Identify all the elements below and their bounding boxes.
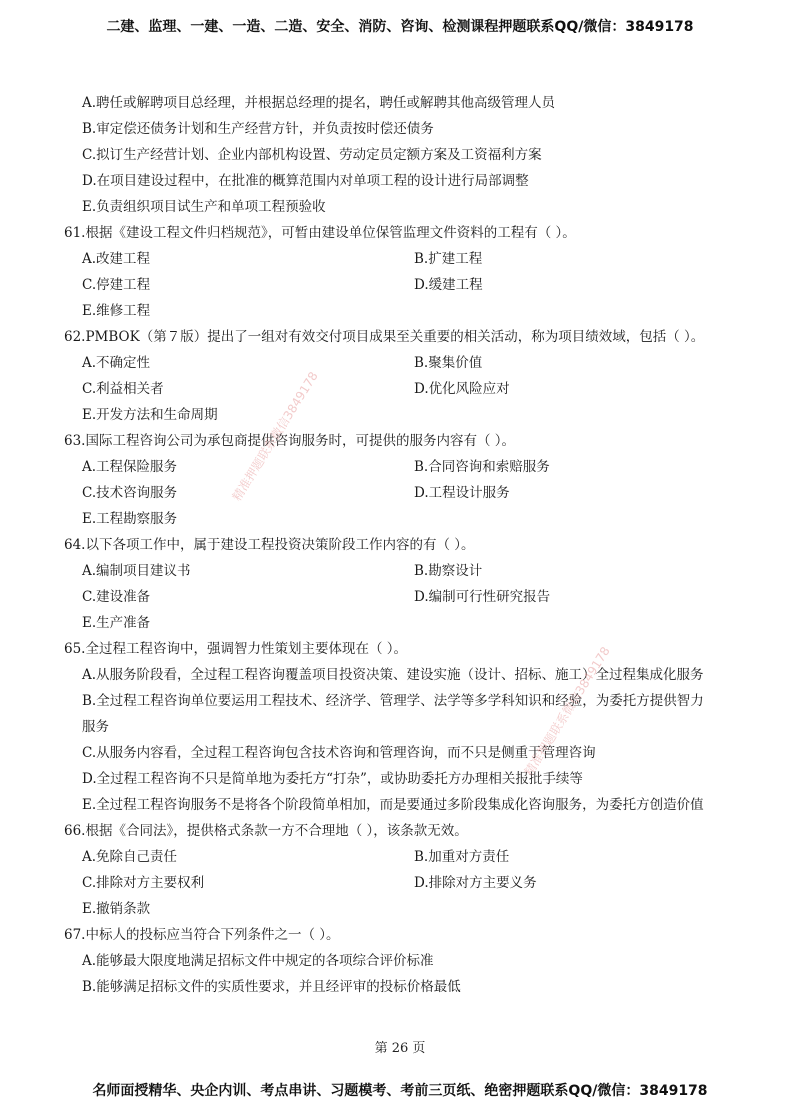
q63-option-c: C.技术咨询服务 xyxy=(82,485,178,501)
q64-option-c: C.建设准备 xyxy=(82,589,151,605)
q63-option-b: B.合同咨询和索赔服务 xyxy=(414,459,550,475)
question-65-stem: 65.全过程工程咨询中，强调智力性策划主要体现在（ ）。 xyxy=(64,641,408,657)
q61-option-a: A.改建工程 xyxy=(82,251,151,267)
page-number: 第 26 页 xyxy=(374,1041,426,1056)
question-62-stem: 62.PMBOK（第７版）提出了一组对有效交付项目成果至关重要的相关活动，称为项目绩效域，包括（ ）。 xyxy=(64,329,705,345)
q61-option-e: E.维修工程 xyxy=(82,303,151,319)
prev-option-a: A.聘任或解聘项目总经理，并根据总经理的提名，聘任或解聘其他高级管理人员 xyxy=(82,95,556,111)
q61-option-b: B.扩建工程 xyxy=(414,251,483,267)
question-66-stem: 66.根据《合同法》，提供格式条款一方不合理地（ ），该条款无效。 xyxy=(64,823,468,839)
q65-option-b: B.全过程工程咨询单位要运用工程技术、经济学、管理学、法学等多学科知识和经验，为委托方提供智力 xyxy=(82,693,704,709)
q66-option-e: E.撤销条款 xyxy=(82,901,151,917)
q63-option-d: D.工程设计服务 xyxy=(414,485,510,501)
q61-option-d: D.缓建工程 xyxy=(414,277,483,293)
q65-option-c: C.从服务内容看，全过程工程咨询包含技术咨询和管理咨询，而不只是侧重于管理咨询 xyxy=(82,745,596,761)
prev-option-c: C.拟订生产经营计划、企业内部机构设置、劳动定员定额方案及工资福利方案 xyxy=(82,147,542,163)
q62-option-a: A.不确定性 xyxy=(82,355,151,371)
question-61-stem: 61.根据《建设工程文件归档规范》，可暂由建设单位保管监理文件资料的工程有（ ）。 xyxy=(64,225,576,241)
q64-option-b: B.勘察设计 xyxy=(414,563,483,579)
q67-option-b: B.能够满足招标文件的实质性要求，并且经评审的投标价格最低 xyxy=(82,979,461,995)
prev-option-d: D.在项目建设过程中，在批准的概算范围内对单项工程的设计进行局部调整 xyxy=(82,173,529,189)
q65-option-d: D.全过程工程咨询不只是简单地为委托方“打杂”，或协助委托方办理相关报批手续等 xyxy=(82,771,583,787)
watermark-2: 精准押题联系微信3849178 xyxy=(521,644,613,779)
q66-option-c: C.排除对方主要权利 xyxy=(82,875,205,891)
q63-option-e: E.工程勘察服务 xyxy=(82,511,178,527)
q66-option-b: B.加重对方责任 xyxy=(414,849,510,865)
prev-option-b: B.审定偿还债务计划和生产经营方针，并负责按时偿还债务 xyxy=(82,121,434,137)
q62-option-e: E.开发方法和生命周期 xyxy=(82,407,218,423)
q65-option-a: A.从服务阶段看，全过程工程咨询覆盖项目投资决策、建设实施（设计、招标、施工）全过程集成化服务 xyxy=(82,667,704,683)
q67-option-a: A.能够最大限度地满足招标文件中规定的各项综合评价标准 xyxy=(82,953,434,969)
q65-option-e: E.全过程工程咨询服务不是将各个阶段简单相加，而是要通过多阶段集成化咨询服务，为委托方创造价值 xyxy=(82,797,704,813)
q62-option-d: D.优化风险应对 xyxy=(414,381,510,397)
q65-option-b-continued: 服务 xyxy=(82,719,109,735)
q64-option-a: A.编制项目建议书 xyxy=(82,563,191,579)
header-banner: 二建、监理、一建、一造、二造、安全、消防、咨询、检测课程押题联系QQ/微信：3849178 xyxy=(106,19,694,35)
q66-option-d: D.排除对方主要义务 xyxy=(414,875,537,891)
q62-option-c: C.利益相关者 xyxy=(82,381,164,397)
q66-option-a: A.免除自己责任 xyxy=(82,849,178,865)
q63-option-a: A.工程保险服务 xyxy=(82,459,178,475)
question-64-stem: 64.以下各项工作中，属于建设工程投资决策阶段工作内容的有（ ）。 xyxy=(64,537,475,553)
q64-option-d: D.编制可行性研究报告 xyxy=(414,589,551,605)
q61-option-c: C.停建工程 xyxy=(82,277,151,293)
question-63-stem: 63.国际工程咨询公司为承包商提供咨询服务时，可提供的服务内容有（ ）。 xyxy=(64,433,516,449)
footer-banner: 名师面授精华、央企内训、考点串讲、习题模考、考前三页纸、绝密押题联系QQ/微信：3849178 xyxy=(92,1083,708,1099)
watermark-1: 精准押题联系微信3849178 xyxy=(229,369,321,504)
q64-option-e: E.生产准备 xyxy=(82,615,151,631)
q62-option-b: B.聚集价值 xyxy=(414,355,483,371)
prev-option-e: E.负责组织项目试生产和单项工程预验收 xyxy=(82,199,326,215)
question-67-stem: 67.中标人的投标应当符合下列条件之一（ ）。 xyxy=(64,927,340,943)
